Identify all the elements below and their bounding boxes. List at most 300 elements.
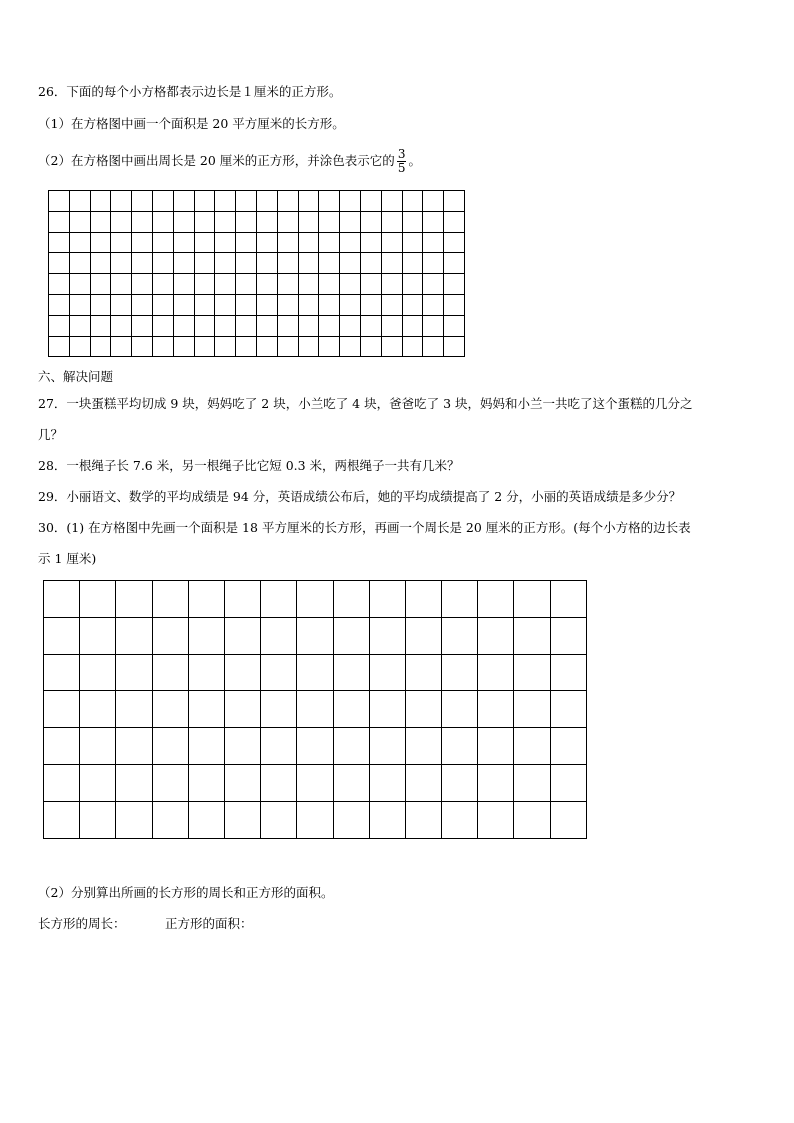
- grid-cell[interactable]: [152, 764, 188, 801]
- grid-row: [44, 691, 587, 728]
- grid-cell[interactable]: [90, 191, 111, 212]
- grid-cell[interactable]: [478, 691, 514, 728]
- grid-cell[interactable]: [152, 211, 173, 232]
- grid-cell[interactable]: [49, 253, 70, 274]
- q26-part2-text: （2）在方格图中画出周长是 20 厘米的正方形，并涂色表示它的: [38, 153, 395, 168]
- grid-cell[interactable]: [423, 211, 444, 232]
- grid-cell[interactable]: [381, 211, 402, 232]
- grid-cell[interactable]: [224, 654, 260, 691]
- grid-cell[interactable]: [369, 581, 405, 618]
- grid-cell[interactable]: [116, 801, 152, 838]
- grid-cell[interactable]: [224, 764, 260, 801]
- grid-cell[interactable]: [402, 315, 423, 336]
- grid-cell[interactable]: [80, 691, 116, 728]
- grid-cell[interactable]: [44, 654, 80, 691]
- grid-cell[interactable]: [236, 336, 257, 357]
- grid-cell[interactable]: [369, 801, 405, 838]
- grid-cell[interactable]: [261, 617, 297, 654]
- grid-cell[interactable]: [319, 211, 340, 232]
- grid-cell[interactable]: [478, 654, 514, 691]
- grid-cell[interactable]: [319, 294, 340, 315]
- grid-cell[interactable]: [194, 336, 215, 357]
- grid-cell[interactable]: [224, 581, 260, 618]
- grid-cell[interactable]: [132, 232, 153, 253]
- grid-row: [44, 764, 587, 801]
- grid-cell[interactable]: [297, 654, 333, 691]
- grid-cell[interactable]: [44, 728, 80, 765]
- grid-cell[interactable]: [277, 253, 298, 274]
- grid-cell[interactable]: [111, 232, 132, 253]
- rect-perimeter-label: 长方形的周长：: [38, 916, 126, 931]
- grid-cell[interactable]: [381, 336, 402, 357]
- grid-cell[interactable]: [224, 691, 260, 728]
- grid-cell[interactable]: [277, 191, 298, 212]
- q26-title: 26．下面的每个小方格都表示边长是１厘米的正方形。: [38, 84, 342, 99]
- grid-cell[interactable]: [90, 336, 111, 357]
- grid-cell[interactable]: [49, 315, 70, 336]
- q27-line2: 几？: [38, 427, 64, 442]
- grid-cell[interactable]: [369, 764, 405, 801]
- grid-cell[interactable]: [49, 274, 70, 295]
- grid-cell[interactable]: [194, 211, 215, 232]
- q26-part2: [38, 141, 421, 181]
- grid-cell[interactable]: [69, 315, 90, 336]
- grid-cell[interactable]: [49, 294, 70, 315]
- grid-cell[interactable]: [215, 211, 236, 232]
- grid-cell[interactable]: [69, 253, 90, 274]
- grid-cell[interactable]: [116, 617, 152, 654]
- grid-cell[interactable]: [69, 274, 90, 295]
- grid-cell[interactable]: [360, 336, 381, 357]
- grid-cell[interactable]: [49, 211, 70, 232]
- grid-cell[interactable]: [478, 617, 514, 654]
- grid-cell[interactable]: [173, 191, 194, 212]
- grid-cell[interactable]: [111, 315, 132, 336]
- grid-cell[interactable]: [215, 315, 236, 336]
- grid-cell[interactable]: [116, 691, 152, 728]
- grid-cell[interactable]: [188, 764, 224, 801]
- grid-cell[interactable]: [224, 728, 260, 765]
- grid-cell[interactable]: [514, 581, 550, 618]
- grid-cell[interactable]: [514, 654, 550, 691]
- grid-cell[interactable]: [132, 253, 153, 274]
- grid-row: [49, 191, 465, 212]
- grid-cell[interactable]: [194, 253, 215, 274]
- grid-cell[interactable]: [277, 211, 298, 232]
- grid-cell[interactable]: [297, 691, 333, 728]
- grid-cell[interactable]: [298, 232, 319, 253]
- grid-cell[interactable]: [90, 253, 111, 274]
- grid-cell[interactable]: [173, 211, 194, 232]
- grid-cell[interactable]: [442, 581, 478, 618]
- grid-cell[interactable]: [423, 336, 444, 357]
- grid-cell[interactable]: [173, 232, 194, 253]
- grid-cell[interactable]: [444, 232, 465, 253]
- grid-cell[interactable]: [514, 617, 550, 654]
- grid-cell[interactable]: [444, 191, 465, 212]
- grid-cell[interactable]: [369, 728, 405, 765]
- grid-cell[interactable]: [360, 294, 381, 315]
- grid-cell[interactable]: [333, 617, 369, 654]
- grid-cell[interactable]: [236, 253, 257, 274]
- grid-cell[interactable]: [111, 191, 132, 212]
- grid-cell[interactable]: [261, 728, 297, 765]
- grid-cell[interactable]: [333, 764, 369, 801]
- grid-cell[interactable]: [90, 294, 111, 315]
- grid-cell[interactable]: [442, 764, 478, 801]
- grid-cell[interactable]: [333, 654, 369, 691]
- grid-cell[interactable]: [236, 274, 257, 295]
- grid-cell[interactable]: [402, 274, 423, 295]
- grid-cell[interactable]: [550, 654, 586, 691]
- grid-cell[interactable]: [111, 211, 132, 232]
- q28-text: 28．一根绳子长 7.6 米，另一根绳子比它短 0.3 米，两根绳子一共有几米？: [38, 458, 460, 473]
- q27-line1: 27．一块蛋糕平均切成 9 块，妈妈吃了 2 块，小兰吃了 4 块，爸爸吃了 3 块，妈妈和小兰一共吃了这个蛋糕的几分之: [38, 396, 693, 411]
- grid-cell[interactable]: [188, 801, 224, 838]
- grid-cell[interactable]: [381, 274, 402, 295]
- grid-cell[interactable]: [340, 211, 361, 232]
- grid-cell[interactable]: [224, 617, 260, 654]
- grid-cell[interactable]: [360, 232, 381, 253]
- grid-cell[interactable]: [402, 191, 423, 212]
- grid-cell[interactable]: [444, 294, 465, 315]
- grid-row: [49, 232, 465, 253]
- grid-cell[interactable]: [340, 232, 361, 253]
- grid-cell[interactable]: [256, 336, 277, 357]
- grid-cell[interactable]: [340, 253, 361, 274]
- q30-grid[interactable]: [43, 580, 587, 839]
- grid-cell[interactable]: [236, 191, 257, 212]
- grid-cell[interactable]: [152, 191, 173, 212]
- grid-cell[interactable]: [514, 728, 550, 765]
- grid-cell[interactable]: [550, 764, 586, 801]
- grid-cell[interactable]: [44, 764, 80, 801]
- grid-cell[interactable]: [116, 764, 152, 801]
- grid-cell[interactable]: [132, 336, 153, 357]
- grid-cell[interactable]: [405, 764, 441, 801]
- grid-row: [49, 294, 465, 315]
- grid-cell[interactable]: [478, 581, 514, 618]
- grid-cell[interactable]: [423, 191, 444, 212]
- grid-cell[interactable]: [188, 691, 224, 728]
- grid-cell[interactable]: [298, 211, 319, 232]
- grid-cell[interactable]: [261, 764, 297, 801]
- grid-cell[interactable]: [152, 336, 173, 357]
- grid-cell[interactable]: [360, 274, 381, 295]
- grid-cell[interactable]: [261, 581, 297, 618]
- grid-cell[interactable]: [173, 253, 194, 274]
- grid-cell[interactable]: [444, 274, 465, 295]
- grid-cell[interactable]: [69, 191, 90, 212]
- grid-cell[interactable]: [402, 294, 423, 315]
- grid-cell[interactable]: [194, 315, 215, 336]
- grid-cell[interactable]: [69, 232, 90, 253]
- grid-cell[interactable]: [152, 617, 188, 654]
- grid-cell[interactable]: [173, 315, 194, 336]
- grid-cell[interactable]: [514, 801, 550, 838]
- grid-cell[interactable]: [381, 315, 402, 336]
- grid-cell[interactable]: [360, 191, 381, 212]
- grid-cell[interactable]: [256, 294, 277, 315]
- grid-row: [44, 654, 587, 691]
- grid-cell[interactable]: [423, 315, 444, 336]
- grid-cell[interactable]: [550, 728, 586, 765]
- fraction-numerator: 3: [397, 147, 406, 161]
- grid-cell[interactable]: [80, 654, 116, 691]
- grid-cell[interactable]: [297, 581, 333, 618]
- grid-cell[interactable]: [360, 315, 381, 336]
- grid-cell[interactable]: [340, 336, 361, 357]
- grid-cell[interactable]: [215, 253, 236, 274]
- grid-cell[interactable]: [80, 728, 116, 765]
- grid-cell[interactable]: [90, 315, 111, 336]
- grid-cell[interactable]: [194, 191, 215, 212]
- grid-cell[interactable]: [152, 274, 173, 295]
- square-area-label: 正方形的面积：: [165, 916, 253, 931]
- grid-cell[interactable]: [298, 294, 319, 315]
- grid-cell[interactable]: [194, 232, 215, 253]
- grid-cell[interactable]: [194, 274, 215, 295]
- grid-cell[interactable]: [215, 191, 236, 212]
- grid-cell[interactable]: [340, 191, 361, 212]
- grid-cell[interactable]: [405, 617, 441, 654]
- grid-row: [49, 253, 465, 274]
- grid-cell[interactable]: [381, 191, 402, 212]
- grid-cell[interactable]: [90, 211, 111, 232]
- grid-cell[interactable]: [194, 294, 215, 315]
- grid-cell[interactable]: [188, 617, 224, 654]
- grid-cell[interactable]: [369, 617, 405, 654]
- grid-cell[interactable]: [111, 253, 132, 274]
- grid-cell[interactable]: [444, 315, 465, 336]
- grid-cell[interactable]: [236, 211, 257, 232]
- grid-cell[interactable]: [297, 764, 333, 801]
- grid-cell[interactable]: [69, 336, 90, 357]
- grid-cell[interactable]: [369, 691, 405, 728]
- grid-row: [44, 728, 587, 765]
- grid-cell[interactable]: [360, 253, 381, 274]
- grid-cell[interactable]: [381, 253, 402, 274]
- grid-cell[interactable]: [277, 274, 298, 295]
- grid-cell[interactable]: [340, 315, 361, 336]
- grid-cell[interactable]: [224, 801, 260, 838]
- grid-cell[interactable]: [44, 801, 80, 838]
- q26-grid[interactable]: [48, 190, 465, 357]
- grid-cell[interactable]: [261, 654, 297, 691]
- grid-cell[interactable]: [444, 211, 465, 232]
- grid-cell[interactable]: [423, 232, 444, 253]
- grid-cell[interactable]: [111, 274, 132, 295]
- grid-cell[interactable]: [236, 232, 257, 253]
- grid-cell[interactable]: [319, 274, 340, 295]
- grid-cell[interactable]: [132, 274, 153, 295]
- grid-cell[interactable]: [298, 274, 319, 295]
- grid-cell[interactable]: [173, 274, 194, 295]
- grid-cell[interactable]: [277, 294, 298, 315]
- grid-cell[interactable]: [236, 294, 257, 315]
- grid-cell[interactable]: [478, 728, 514, 765]
- grid-cell[interactable]: [132, 211, 153, 232]
- grid-row: [44, 617, 587, 654]
- grid-cell[interactable]: [116, 581, 152, 618]
- grid-cell[interactable]: [405, 581, 441, 618]
- grid-cell[interactable]: [297, 617, 333, 654]
- grid-cell[interactable]: [381, 294, 402, 315]
- grid-cell[interactable]: [319, 191, 340, 212]
- grid-row: [49, 274, 465, 295]
- grid-cell[interactable]: [152, 253, 173, 274]
- grid-cell[interactable]: [111, 294, 132, 315]
- grid-cell[interactable]: [173, 336, 194, 357]
- grid-cell[interactable]: [402, 336, 423, 357]
- grid-cell[interactable]: [80, 801, 116, 838]
- grid-cell[interactable]: [132, 315, 153, 336]
- grid-cell[interactable]: [277, 232, 298, 253]
- grid-cell[interactable]: [442, 617, 478, 654]
- grid-cell[interactable]: [132, 191, 153, 212]
- grid-cell[interactable]: [550, 581, 586, 618]
- grid-row: [49, 315, 465, 336]
- grid-cell[interactable]: [442, 728, 478, 765]
- grid-cell[interactable]: [80, 617, 116, 654]
- grid-cell[interactable]: [256, 191, 277, 212]
- grid-cell[interactable]: [80, 764, 116, 801]
- grid-cell[interactable]: [69, 294, 90, 315]
- grid-cell[interactable]: [90, 274, 111, 295]
- grid-cell[interactable]: [478, 764, 514, 801]
- grid-cell[interactable]: [152, 728, 188, 765]
- grid-cell[interactable]: [333, 691, 369, 728]
- grid-cell[interactable]: [423, 253, 444, 274]
- section-six-title: 六、解决问题: [38, 369, 114, 384]
- grid-cell[interactable]: [319, 336, 340, 357]
- grid-cell[interactable]: [402, 253, 423, 274]
- grid-cell[interactable]: [152, 654, 188, 691]
- grid-cell[interactable]: [340, 294, 361, 315]
- grid-cell[interactable]: [369, 654, 405, 691]
- grid-cell[interactable]: [381, 232, 402, 253]
- grid-cell[interactable]: [514, 691, 550, 728]
- grid-cell[interactable]: [69, 211, 90, 232]
- grid-row: [44, 581, 587, 618]
- grid-cell[interactable]: [444, 253, 465, 274]
- q30-part2: （2）分别算出所画的长方形的周长和正方形的面积。: [38, 885, 334, 900]
- grid-cell[interactable]: [215, 336, 236, 357]
- grid-cell[interactable]: [319, 315, 340, 336]
- grid-cell[interactable]: [405, 691, 441, 728]
- grid-cell[interactable]: [444, 336, 465, 357]
- grid-cell[interactable]: [261, 801, 297, 838]
- grid-cell[interactable]: [333, 728, 369, 765]
- grid-cell[interactable]: [298, 253, 319, 274]
- grid-cell[interactable]: [550, 801, 586, 838]
- grid-cell[interactable]: [405, 728, 441, 765]
- grid-cell[interactable]: [215, 274, 236, 295]
- grid-cell[interactable]: [188, 654, 224, 691]
- q26-part1: （1）在方格图中画一个面积是 20 平方厘米的长方形。: [38, 116, 345, 131]
- grid-cell[interactable]: [256, 274, 277, 295]
- grid-cell[interactable]: [405, 654, 441, 691]
- grid-cell[interactable]: [550, 617, 586, 654]
- grid-cell[interactable]: [132, 294, 153, 315]
- grid-cell[interactable]: [333, 581, 369, 618]
- grid-cell[interactable]: [116, 728, 152, 765]
- grid-cell[interactable]: [442, 801, 478, 838]
- grid-cell[interactable]: [298, 191, 319, 212]
- grid-cell[interactable]: [360, 211, 381, 232]
- grid-cell[interactable]: [514, 764, 550, 801]
- q29-text: 29．小丽语文、数学的平均成绩是 94 分，英语成绩公布后，她的平均成绩提高了 2 分，小丽的英语成绩是多少分？: [38, 489, 682, 504]
- grid-cell[interactable]: [44, 581, 80, 618]
- grid-cell[interactable]: [152, 801, 188, 838]
- grid-cell[interactable]: [256, 315, 277, 336]
- grid-row: [49, 211, 465, 232]
- grid-cell[interactable]: [402, 211, 423, 232]
- grid-cell[interactable]: [442, 654, 478, 691]
- grid-cell[interactable]: [152, 315, 173, 336]
- grid-cell[interactable]: [80, 581, 116, 618]
- grid-cell[interactable]: [402, 232, 423, 253]
- grid-cell[interactable]: [215, 294, 236, 315]
- grid-cell[interactable]: [236, 315, 257, 336]
- grid-cell[interactable]: [277, 336, 298, 357]
- grid-cell[interactable]: [298, 336, 319, 357]
- grid-cell[interactable]: [256, 232, 277, 253]
- q30-line2: 示 1 厘米): [38, 551, 97, 566]
- grid-cell[interactable]: [333, 801, 369, 838]
- grid-cell[interactable]: [405, 801, 441, 838]
- grid-cell[interactable]: [550, 691, 586, 728]
- grid-cell[interactable]: [152, 691, 188, 728]
- grid-row: [49, 336, 465, 357]
- grid-cell[interactable]: [49, 191, 70, 212]
- grid-cell[interactable]: [44, 691, 80, 728]
- grid-cell[interactable]: [277, 315, 298, 336]
- grid-cell[interactable]: [442, 691, 478, 728]
- grid-cell[interactable]: [423, 274, 444, 295]
- grid-cell[interactable]: [152, 294, 173, 315]
- grid-cell[interactable]: [44, 617, 80, 654]
- grid-cell[interactable]: [49, 232, 70, 253]
- grid-cell[interactable]: [319, 232, 340, 253]
- fraction-denominator: 5: [397, 161, 406, 175]
- grid-cell[interactable]: [49, 336, 70, 357]
- grid-cell[interactable]: [297, 801, 333, 838]
- grid-cell[interactable]: [340, 274, 361, 295]
- grid-cell[interactable]: [261, 691, 297, 728]
- grid-cell[interactable]: [152, 581, 188, 618]
- grid-cell[interactable]: [298, 315, 319, 336]
- grid-cell[interactable]: [256, 211, 277, 232]
- grid-cell[interactable]: [116, 654, 152, 691]
- grid-cell[interactable]: [215, 232, 236, 253]
- q26-part2-end: 。: [408, 153, 421, 168]
- grid-cell[interactable]: [423, 294, 444, 315]
- grid-cell[interactable]: [173, 294, 194, 315]
- grid-row: [44, 801, 587, 838]
- grid-cell[interactable]: [188, 581, 224, 618]
- grid-cell[interactable]: [188, 728, 224, 765]
- grid-cell[interactable]: [478, 801, 514, 838]
- q30-line1: 30．(1) 在方格图中先画一个面积是 18 平方厘米的长方形，再画一个周长是 20 厘米的正方形。(每个小方格的边长表: [38, 520, 691, 535]
- grid-cell[interactable]: [152, 232, 173, 253]
- fraction: [397, 148, 407, 175]
- grid-cell[interactable]: [111, 336, 132, 357]
- grid-cell[interactable]: [256, 253, 277, 274]
- grid-cell[interactable]: [319, 253, 340, 274]
- grid-cell[interactable]: [90, 232, 111, 253]
- grid-cell[interactable]: [297, 728, 333, 765]
